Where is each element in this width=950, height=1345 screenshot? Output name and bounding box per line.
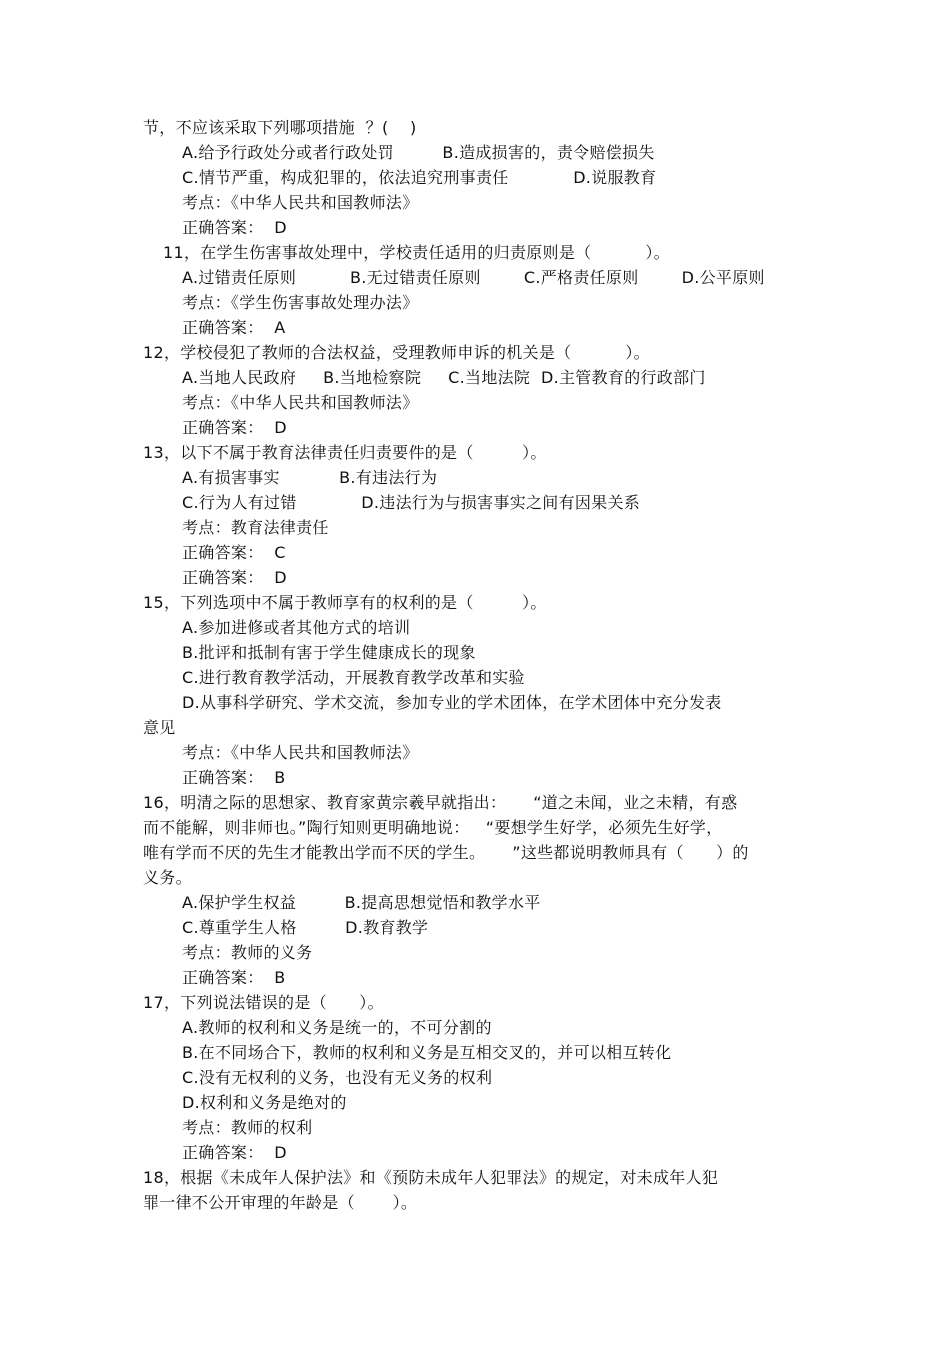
exam-point: 考点：教师的义务 bbox=[182, 943, 313, 962]
option-line: B.在不同场合下，教师的权利和义务是互相交叉的，并可以相互转化 bbox=[182, 1043, 672, 1062]
question-16-line: 义务。 bbox=[143, 868, 192, 887]
correct-answer: 正确答案： D bbox=[182, 568, 287, 587]
option-line: C.情节严重，构成犯罪的，依法追究刑事责任 D.说服教育 bbox=[182, 168, 657, 187]
option-line: A.参加进修或者其他方式的培训 bbox=[182, 618, 411, 637]
correct-answer: 正确答案： C bbox=[182, 543, 286, 562]
question-11: 11，在学生伤害事故处理中，学校责任适用的归责原则是（ ）。 bbox=[163, 243, 670, 262]
correct-answer: 正确答案： B bbox=[182, 768, 286, 787]
option-line: C.行为人有过错 D.违法行为与损害事实之间有因果关系 bbox=[182, 493, 641, 512]
question-16-line: 唯有学而不厌的先生才能教出学而不厌的学生。 ”这些都说明教师具有（ ）的 bbox=[143, 843, 749, 862]
question-18-line: 罪一律不公开审理的年龄是（ ）。 bbox=[143, 1193, 418, 1212]
option-line: A.当地人民政府 B.当地检察院 C.当地法院 D.主管教育的行政部门 bbox=[182, 368, 706, 387]
option-line: A.教师的权利和义务是统一的，不可分割的 bbox=[182, 1018, 492, 1037]
correct-answer: 正确答案： A bbox=[182, 318, 286, 337]
option-continuation: 意见 bbox=[143, 718, 176, 737]
question-12: 12，学校侵犯了教师的合法权益，受理教师申诉的机关是（ ）。 bbox=[143, 343, 650, 362]
option-line: D.从事科学研究、学术交流，参加专业的学术团体，在学术团体中充分发表 bbox=[182, 693, 722, 712]
option-line: C.没有无权利的义务，也没有无义务的权利 bbox=[182, 1068, 493, 1087]
question-17: 17，下列说法错误的是（ ）。 bbox=[143, 993, 384, 1012]
correct-answer: 正确答案： B bbox=[182, 968, 286, 987]
question-13: 13，以下不属于教育法律责任归责要件的是（ ）。 bbox=[143, 443, 547, 462]
option-line: A.有损害事实 B.有违法行为 bbox=[182, 468, 438, 487]
option-line: B.批评和抵制有害于学生健康成长的现象 bbox=[182, 643, 476, 662]
question-continuation: 节，不应该采取下列哪项措施 ？( ) bbox=[143, 118, 417, 137]
exam-point: 考点：《学生伤害事故处理办法》 bbox=[182, 293, 419, 312]
option-line: A.过错责任原则 B.无过错责任原则 C.严格责任原则 D.公平原则 bbox=[182, 268, 765, 287]
exam-point: 考点：《中华人民共和国教师法》 bbox=[182, 743, 419, 762]
option-line: A.给予行政处分或者行政处罚 B.造成损害的，责令赔偿损失 bbox=[182, 143, 655, 162]
exam-point: 考点：《中华人民共和国教师法》 bbox=[182, 193, 419, 212]
correct-answer: 正确答案： D bbox=[182, 1143, 287, 1162]
exam-point: 考点：教育法律责任 bbox=[182, 518, 329, 537]
option-line: C.尊重学生人格 D.教育教学 bbox=[182, 918, 429, 937]
exam-point: 考点：教师的权利 bbox=[182, 1118, 313, 1137]
option-line: A.保护学生权益 B.提高思想觉悟和教学水平 bbox=[182, 893, 541, 912]
correct-answer: 正确答案： D bbox=[182, 418, 287, 437]
exam-point: 考点：《中华人民共和国教师法》 bbox=[182, 393, 419, 412]
option-line: D.权利和义务是绝对的 bbox=[182, 1093, 347, 1112]
option-line: C.进行教育教学活动，开展教育教学改革和实验 bbox=[182, 668, 525, 687]
question-18: 18，根据《未成年人保护法》和《预防未成年人犯罪法》的规定，对未成年人犯 bbox=[143, 1168, 719, 1187]
question-16-line: 而不能解，则非师也。”陶行知则更明确地说： “要想学生好学，必须先生好学， bbox=[143, 818, 723, 837]
question-15: 15，下列选项中不属于教师享有的权利的是（ ）。 bbox=[143, 593, 547, 612]
correct-answer: 正确答案： D bbox=[182, 218, 287, 237]
question-16: 16，明清之际的思想家、教育家黄宗羲早就指出： “道之未闻，业之未精，有惑 bbox=[143, 793, 738, 812]
